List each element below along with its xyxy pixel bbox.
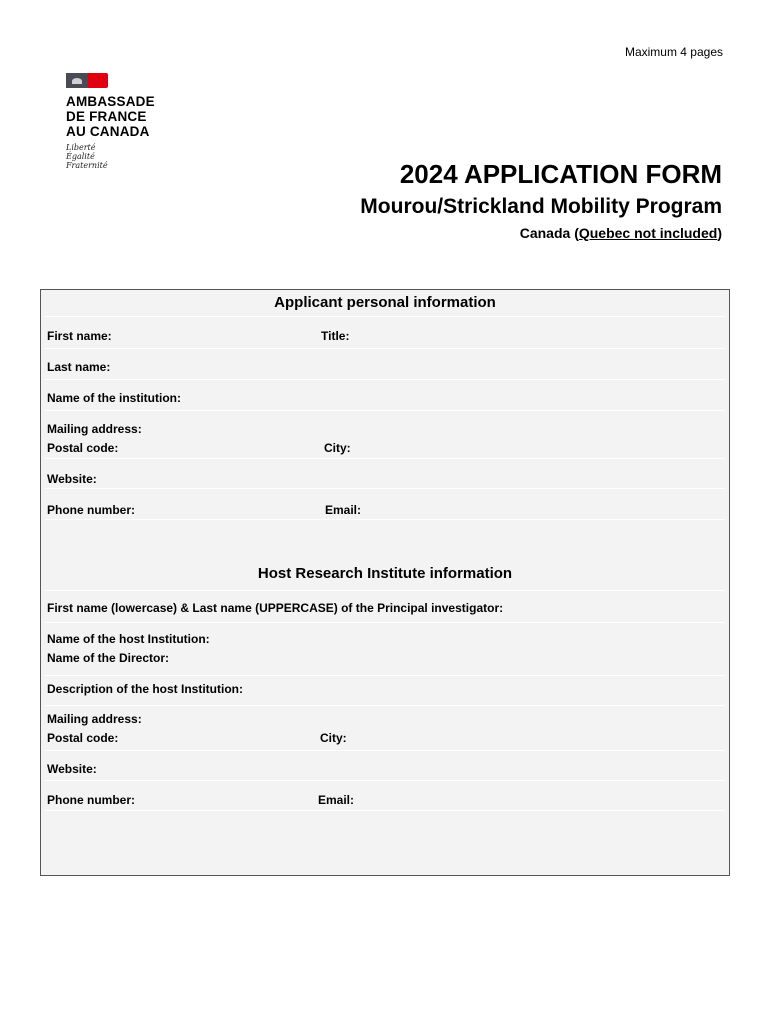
region-prefix: Canada ( xyxy=(519,225,579,241)
region-suffix: ) xyxy=(717,225,722,241)
title-block xyxy=(360,158,722,241)
motto xyxy=(66,143,186,170)
host-city-label: City: xyxy=(320,731,347,745)
motto-fraternite: Fraternité xyxy=(66,161,108,170)
host-mailing-label: Mailing address: xyxy=(47,712,142,726)
host-website-label: Website: xyxy=(47,762,97,776)
motto-egalite: Égalité xyxy=(66,152,95,161)
host-institution-label: Name of the host Institution: xyxy=(47,632,210,646)
applicant-postal-label: Postal code: xyxy=(47,441,119,455)
applicant-phone-label: Phone number: xyxy=(47,503,136,517)
applicant-mailing-label: Mailing address: xyxy=(47,422,142,436)
region-exclusion: Quebec not included xyxy=(578,225,718,241)
logo-line-1: AMBASSADE xyxy=(66,94,155,109)
region-note xyxy=(360,225,722,241)
applicant-institution-label: Name of the institution: xyxy=(47,391,181,405)
host-phone-label: Phone number: xyxy=(47,793,136,807)
application-form xyxy=(40,289,730,876)
host-section-heading: Host Research Institute information xyxy=(257,565,513,582)
motto-liberte: Liberté xyxy=(66,143,96,152)
applicant-title-label: Title: xyxy=(321,329,350,343)
applicant-email-label: Email: xyxy=(325,503,362,517)
applicant-first-name-label: First name: xyxy=(47,329,112,343)
max-pages-note: Maximum 4 pages xyxy=(624,45,723,59)
embassy-logo xyxy=(66,73,186,170)
applicant-last-name-label: Last name: xyxy=(47,360,111,374)
host-postal-label: Postal code: xyxy=(47,731,119,745)
form-title: 2024 APPLICATION FORM xyxy=(399,159,722,189)
logo-line-2: DE FRANCE xyxy=(66,109,147,124)
applicant-website-label: Website: xyxy=(47,472,97,486)
marianne-flag-icon xyxy=(66,73,108,88)
host-description-label: Description of the host Institution: xyxy=(47,682,243,696)
applicant-city-label: City: xyxy=(324,441,351,455)
host-pi-name-label: First name (lowercase) & Last name (UPPERCASE) of the Principal investigator: xyxy=(47,601,504,615)
program-title: Mourou/Strickland Mobility Program xyxy=(360,195,722,218)
logo-line-3: AU CANADA xyxy=(66,124,150,139)
host-email-label: Email: xyxy=(318,793,355,807)
applicant-section-heading: Applicant personal information xyxy=(274,294,496,311)
host-director-label: Name of the Director: xyxy=(47,651,170,665)
